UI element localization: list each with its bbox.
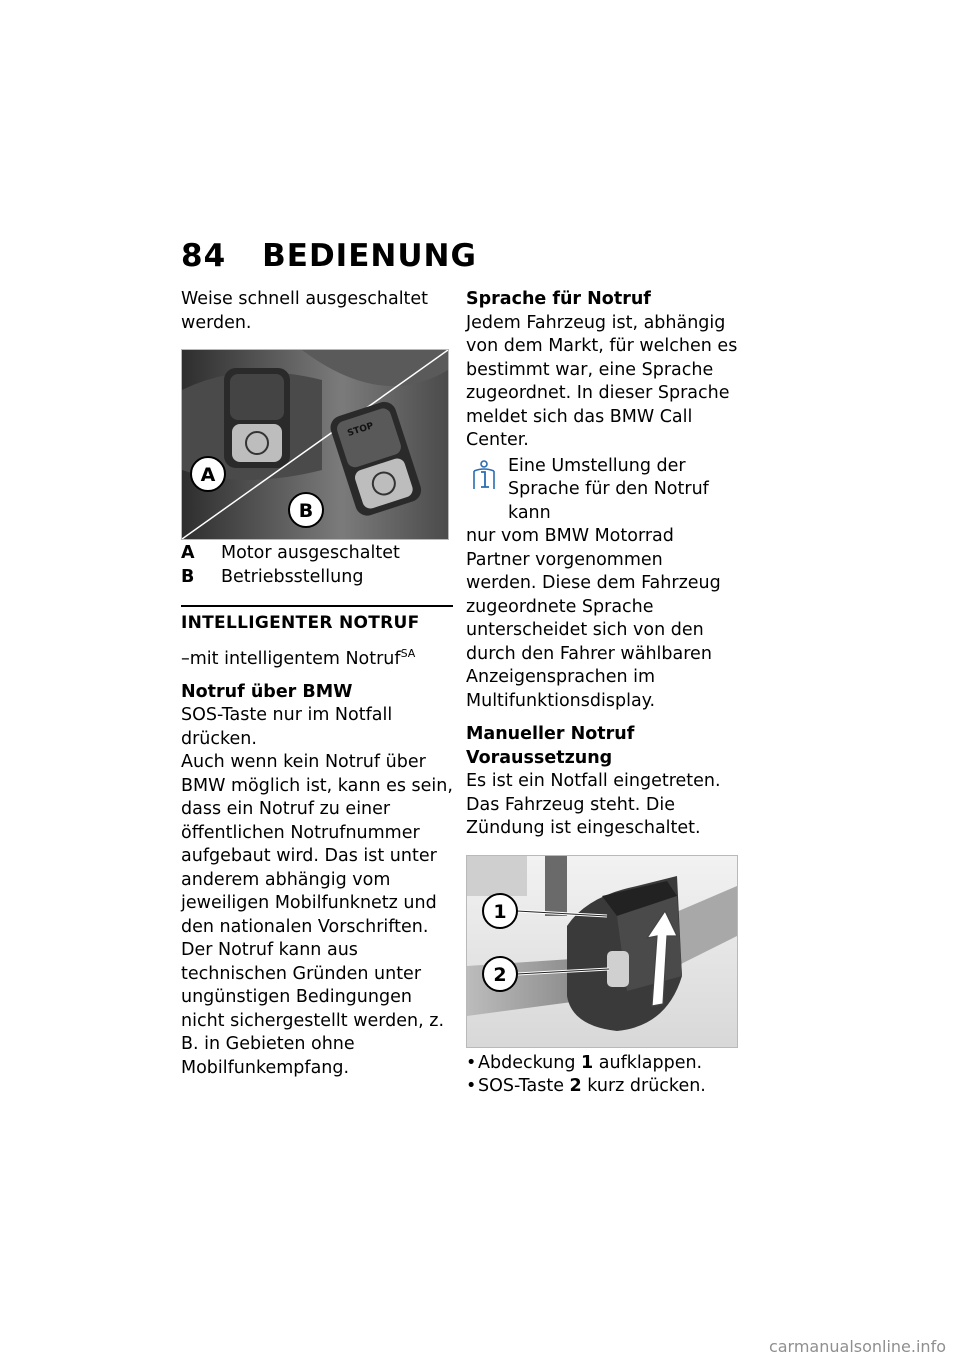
stop-label: STOP	[346, 421, 375, 439]
step-text: SOS-Taste 2 kurz drücken.	[478, 1076, 706, 1096]
callout-2: 2	[493, 963, 507, 986]
paragraph: Auch wenn kein Notruf über BMW möglich ist, kann es sein, dass ein Notruf zu einer öffentlichen Notrufnummer aufgebaut wird. Das ist unter anderem abhängig vom jeweiligen Mobilfunknetz und den nationalen Vorschriften.	[181, 752, 453, 937]
sos-button-illustration	[467, 856, 737, 1047]
paragraph: Der Notruf kann aus technischen Gründen unter ungünstigen Bedingungen nicht sichergestellt werden, z. B. in Gebieten ohne Mobilfunkempfang.	[181, 940, 445, 1078]
section-divider	[181, 605, 453, 636]
right-column	[466, 288, 738, 1099]
paragraph: SOS-Taste nur im Notfall drücken.	[181, 705, 393, 749]
section-heading: BEDIENUNG	[262, 238, 477, 274]
section-title: INTELLIGENTER NOTRUF	[181, 613, 420, 633]
figure-sos-button	[466, 855, 738, 1048]
bullet-icon: •	[466, 1076, 477, 1096]
callout-a: A	[200, 464, 216, 486]
page-number: 84	[181, 238, 227, 274]
subheading: Notruf über BMW	[181, 681, 353, 702]
legend-key: A	[181, 543, 195, 563]
list-item	[466, 1052, 738, 1076]
figure-kill-switch	[181, 349, 449, 540]
page-header	[181, 238, 477, 274]
option-note	[181, 642, 453, 671]
left-column	[181, 288, 453, 1080]
subheading: Sprache für Notruf	[466, 289, 651, 309]
info-icon	[468, 459, 500, 491]
legend-key: B	[181, 566, 195, 587]
option-sup: SA	[400, 646, 416, 660]
note-continuation: nur vom BMW Motorrad Partner vorgenommen werden. Diese dem Fahrzeug zugeordnete Sprache unterscheidet sich von den durch den Fahrer wählbaren Anzeigensprachen im Multifunktionsdisplay.	[466, 526, 721, 711]
paragraph: Das Fahrzeug steht. Die Zündung ist eingeschaltet.	[466, 794, 701, 838]
callout-b: B	[298, 500, 314, 522]
legend-item	[181, 566, 453, 590]
legend-item	[181, 542, 453, 566]
paragraph: Es ist ein Notfall eingetreten.	[466, 771, 721, 791]
option-text: –mit intelligentem Notruf	[181, 648, 401, 669]
step-text: Abdeckung 1 aufklappen.	[478, 1052, 703, 1073]
subheading: Manueller Notruf	[466, 724, 635, 744]
legend-text: Motor ausgeschaltet	[221, 543, 400, 563]
legend-text: Betriebsstellung	[221, 566, 364, 587]
list-item	[466, 1075, 738, 1099]
callout-1: 1	[493, 900, 507, 923]
bullet-icon: •	[466, 1052, 477, 1073]
note-lead: Eine Umstellung der Sprache für den Notruf kann	[508, 455, 709, 523]
intro-text: Weise schnell ausgeschaltet werden.	[181, 289, 429, 333]
watermark: carmanualsonline.info	[768, 1337, 946, 1356]
kill-switch-illustration	[182, 350, 448, 539]
paragraph: Jedem Fahrzeug ist, abhängig von dem Markt, für welchen es bestimmt war, eine Sprache zugeordnet. In dieser Sprache meldet sich das BMW Call Center.	[466, 312, 738, 450]
subheading: Voraussetzung	[466, 747, 613, 768]
figure-legend	[181, 542, 453, 589]
info-note	[466, 455, 738, 526]
